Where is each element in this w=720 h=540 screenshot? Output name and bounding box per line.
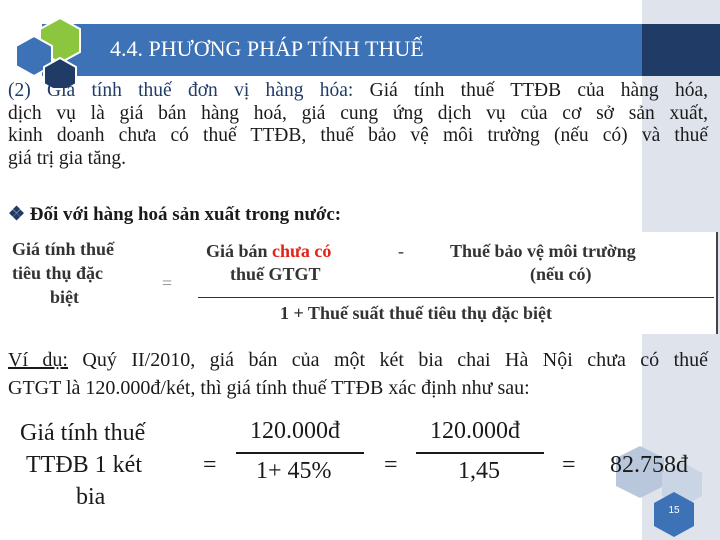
calc-fraction-line-1 [236, 452, 364, 454]
calc-lhs-2: TTĐB 1 két [26, 452, 142, 478]
subheading [8, 203, 341, 226]
calc-fraction-line-2 [416, 452, 544, 454]
intro-line-1-rest: Giá tính thuế TTĐB của hàng hóa, [353, 80, 708, 101]
slide-title: 4.4. PHƯƠNG PHÁP TÍNH THUẾ [110, 36, 424, 61]
calc-numerator-2: 120.000đ [430, 418, 520, 444]
formula-minus: - [398, 241, 404, 261]
hexagon-decoration [8, 14, 88, 88]
calc-denominator-1: 1+ 45% [256, 458, 332, 484]
subheading-text: Đối với hàng hoá sản xuất trong nước: [29, 204, 342, 225]
formula-lhs-2: tiêu thụ đặc [12, 263, 104, 283]
calc-denominator-2: 1,45 [458, 458, 500, 484]
calc-equals-1: = [203, 452, 217, 478]
formula-red-text: chưa có [272, 241, 332, 261]
intro-lead: (2) Giá tính thuế đơn vị hàng hóa: [8, 80, 354, 101]
intro-line-1 [8, 80, 708, 103]
formula-denominator: 1 + Thuế suất thuế tiêu thụ đặc biệt [280, 303, 552, 323]
formula-lhs-3: biệt [50, 287, 79, 307]
calc-result: 82.758đ [610, 452, 688, 478]
intro-line-2: dịch vụ là giá bán hàng hoá, giá cung ứng dịch vụ của cơ sở sản xuất, [8, 102, 708, 124]
formula-numerator-a-2: thuế GTGT [230, 264, 321, 284]
formula-equals: = [162, 273, 173, 293]
formula-fraction-line [198, 297, 714, 298]
formula-lhs-1: Giá tính thuế [12, 239, 115, 259]
calc-equals-2: = [384, 452, 398, 478]
intro-paragraph [8, 80, 708, 171]
page-number: 15 [668, 505, 680, 516]
intro-line-3: kinh doanh chưa có thuế TTĐB, thuế bảo vệ môi trường (nếu có) và thuế [8, 125, 708, 147]
formula-numerator-a-1: Giá bán chưa có [206, 241, 332, 261]
calc-lhs-3: bia [76, 484, 106, 510]
example-line-1 [8, 346, 708, 374]
calc-numerator-1: 120.000đ [250, 418, 340, 444]
diamond-bullet-icon: ❖ [8, 204, 26, 225]
example-line-1-rest: Quý II/2010, giá bán của một két bia chai Hà Nội chưa có thuế [68, 349, 708, 371]
calc-equals-3: = [562, 452, 576, 478]
example-line-2: GTGT là 120.000đ/két, thì giá tính thuế TTĐB xác định như sau: [8, 377, 530, 399]
calc-lhs-1: Giá tính thuế [20, 420, 146, 446]
header-bar-dark-end [642, 24, 720, 76]
intro-line-4: giá trị gia tăng. [8, 148, 127, 170]
example-paragraph [8, 346, 708, 402]
example-label: Ví dụ: [8, 349, 68, 371]
formula-numerator-b-1: Thuế bảo vệ môi trường [450, 241, 636, 261]
formula-numerator-b-2: (nếu có) [530, 264, 592, 284]
